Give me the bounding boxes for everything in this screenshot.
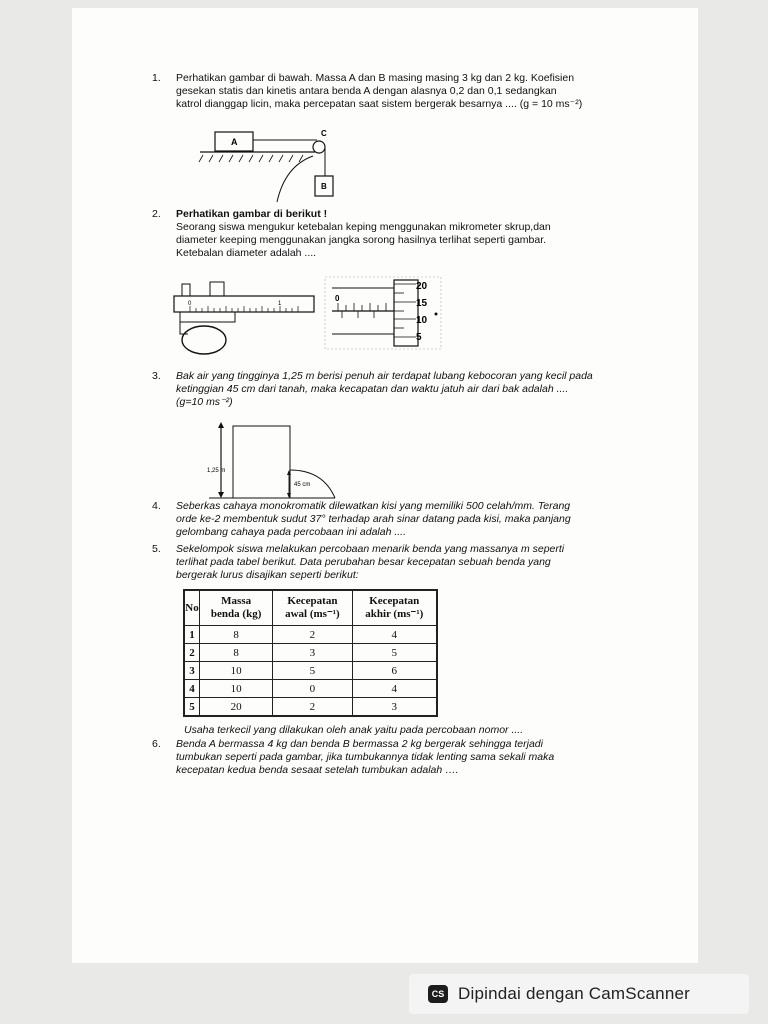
table-cell: 5	[352, 644, 437, 662]
micrometer-figure	[324, 276, 442, 350]
table-row	[184, 698, 437, 717]
question-number: 3.	[152, 370, 161, 382]
question-number: 2.	[152, 208, 161, 220]
table-cell: 8	[200, 644, 273, 662]
question-text-line: (g=10 ms⁻²)	[176, 396, 233, 408]
question-4	[152, 500, 672, 540]
table-row	[184, 626, 437, 644]
height-label: 1,25 m	[207, 468, 226, 474]
table-cell: 2	[184, 644, 200, 662]
table-header-no: No	[184, 590, 200, 626]
camscanner-logo-icon: CS	[428, 985, 448, 1003]
table-cell: 6	[352, 662, 437, 680]
table-cell: 4	[352, 680, 437, 698]
question-text-line: Seberkas cahaya monokromatik dilewatkan kisi yang memiliki 500 celah/mm. Terang	[176, 500, 571, 512]
caliper-scale-label: 0	[188, 301, 192, 307]
question-1	[152, 72, 672, 116]
caliper-scale-label: 1	[278, 301, 282, 307]
camscanner-watermark	[409, 974, 749, 1014]
micrometer-thimble	[394, 280, 418, 346]
table-row	[184, 662, 437, 680]
block-a-label: A	[231, 137, 238, 147]
table-cell: 10	[200, 680, 273, 698]
question-text-line: katrol dianggap licin, maka percepatan saat sistem bergerak besarnya .... (g = 10 ms⁻²)	[176, 98, 583, 110]
question-number: 4.	[152, 500, 161, 512]
question-text-line: kecepatan kedua benda sesaat setelah tumbukan adalah ….	[176, 764, 459, 776]
question-text-line: gelombang cahaya pada percobaan ini adalah ....	[176, 526, 407, 538]
table-cell: 2	[273, 698, 352, 717]
question-text-line: tumbukan seperti pada gambar, jika tumbukannya tidak lenting sama sekali maka	[176, 751, 555, 763]
table-header-initial-velocity: Kecepatan awal (ms⁻¹)	[273, 590, 352, 626]
question-text-line: diameter keeping menggunakan jangka sorong hasilnya terlihat seperti gambar.	[176, 234, 547, 246]
table-cell: 20	[200, 698, 273, 717]
pulley-system-figure	[195, 126, 345, 204]
question-6	[152, 738, 672, 780]
question-number: 5.	[152, 543, 161, 555]
table-cell: 3	[184, 662, 200, 680]
question-5	[152, 543, 672, 583]
table-cell: 5	[184, 698, 200, 717]
table-cell: 0	[273, 680, 352, 698]
thimble-label: 10	[416, 315, 428, 326]
thimble-label: 20	[416, 281, 428, 292]
question-text-line: Perhatikan gambar di bawah. Massa A dan B masing masing 3 kg dan 2 kg. Koefisien	[176, 72, 575, 84]
block-b-label: B	[321, 182, 327, 191]
question-text-line: Usaha terkecil yang dilakukan oleh anak yaitu pada percobaan nomor ....	[184, 724, 524, 736]
question-text-line: Benda A bermassa 4 kg dan benda B bermassa 2 kg bergerak sehingga terjadi	[176, 738, 543, 750]
question-number: 6.	[152, 738, 161, 750]
table-header-row	[184, 590, 437, 626]
question-text-line: Seorang siswa mengukur ketebalan keping menggunakan mikrometer skrup,dan	[176, 221, 551, 233]
camscanner-text: Dipindai dengan CamScanner	[458, 984, 691, 1003]
hole-height-label: 45 cm	[294, 482, 311, 488]
table-row	[184, 644, 437, 662]
table-cell: 4	[352, 626, 437, 644]
question-text-line: Perhatikan gambar di berikut !	[176, 208, 328, 220]
question-text-line: bergerak lurus disajikan seperti berikut:	[176, 569, 359, 581]
question-text-line: Bak air yang tingginya 1,25 m berisi penuh air terdapat lubang kebocoran yang kecil pada	[176, 370, 593, 382]
scanned-page	[72, 8, 698, 963]
vernier-caliper-figure	[170, 278, 320, 360]
table-cell: 5	[273, 662, 352, 680]
question-text-line: ketinggian 45 cm dari tanah, maka kecapatan dan waktu jatuh air dari bak adalah ....	[176, 383, 569, 395]
table-header-mass: Massa benda (kg)	[200, 590, 273, 626]
thimble-label: 5	[416, 332, 422, 343]
table-cell: 2	[273, 626, 352, 644]
water-tank-figure	[205, 420, 365, 502]
table-cell: 4	[184, 680, 200, 698]
water-tank	[233, 426, 290, 498]
table-cell: 1	[184, 626, 200, 644]
question-5-followup	[184, 724, 604, 738]
question-text-line: terlihat pada tabel berikut. Data perubahan besar kecepatan sebuah benda yang	[176, 556, 551, 568]
experiment-table	[183, 589, 438, 717]
coin-object	[182, 326, 226, 354]
question-3	[152, 370, 672, 412]
question-text-line: gesekan statis dan kinetis antara benda A dengan alasnya 0,2 dan 0,1 sedangkan	[176, 85, 557, 97]
question-number: 1.	[152, 72, 161, 84]
table-row	[184, 680, 437, 698]
table-cell: 3	[352, 698, 437, 717]
thimble-label: 15	[416, 298, 428, 309]
pulley	[313, 141, 325, 153]
table-cell: 3	[273, 644, 352, 662]
question-text-line: Sekelompok siswa melakukan percobaan menarik benda yang massanya m seperti	[176, 543, 565, 555]
table-cell: 8	[200, 626, 273, 644]
pulley-label: C	[321, 129, 327, 138]
question-text-line: Ketebalan diameter adalah ....	[176, 247, 317, 259]
micrometer-zero-label: 0	[335, 294, 340, 303]
question-text-line: orde ke-2 membentuk sudut 37° terhadap arah sinar datang pada kisi, maka panjang	[176, 513, 571, 525]
table-cell: 10	[200, 662, 273, 680]
table-header-final-velocity: Kecepatan akhir (ms⁻¹)	[352, 590, 437, 626]
question-2	[152, 208, 672, 264]
